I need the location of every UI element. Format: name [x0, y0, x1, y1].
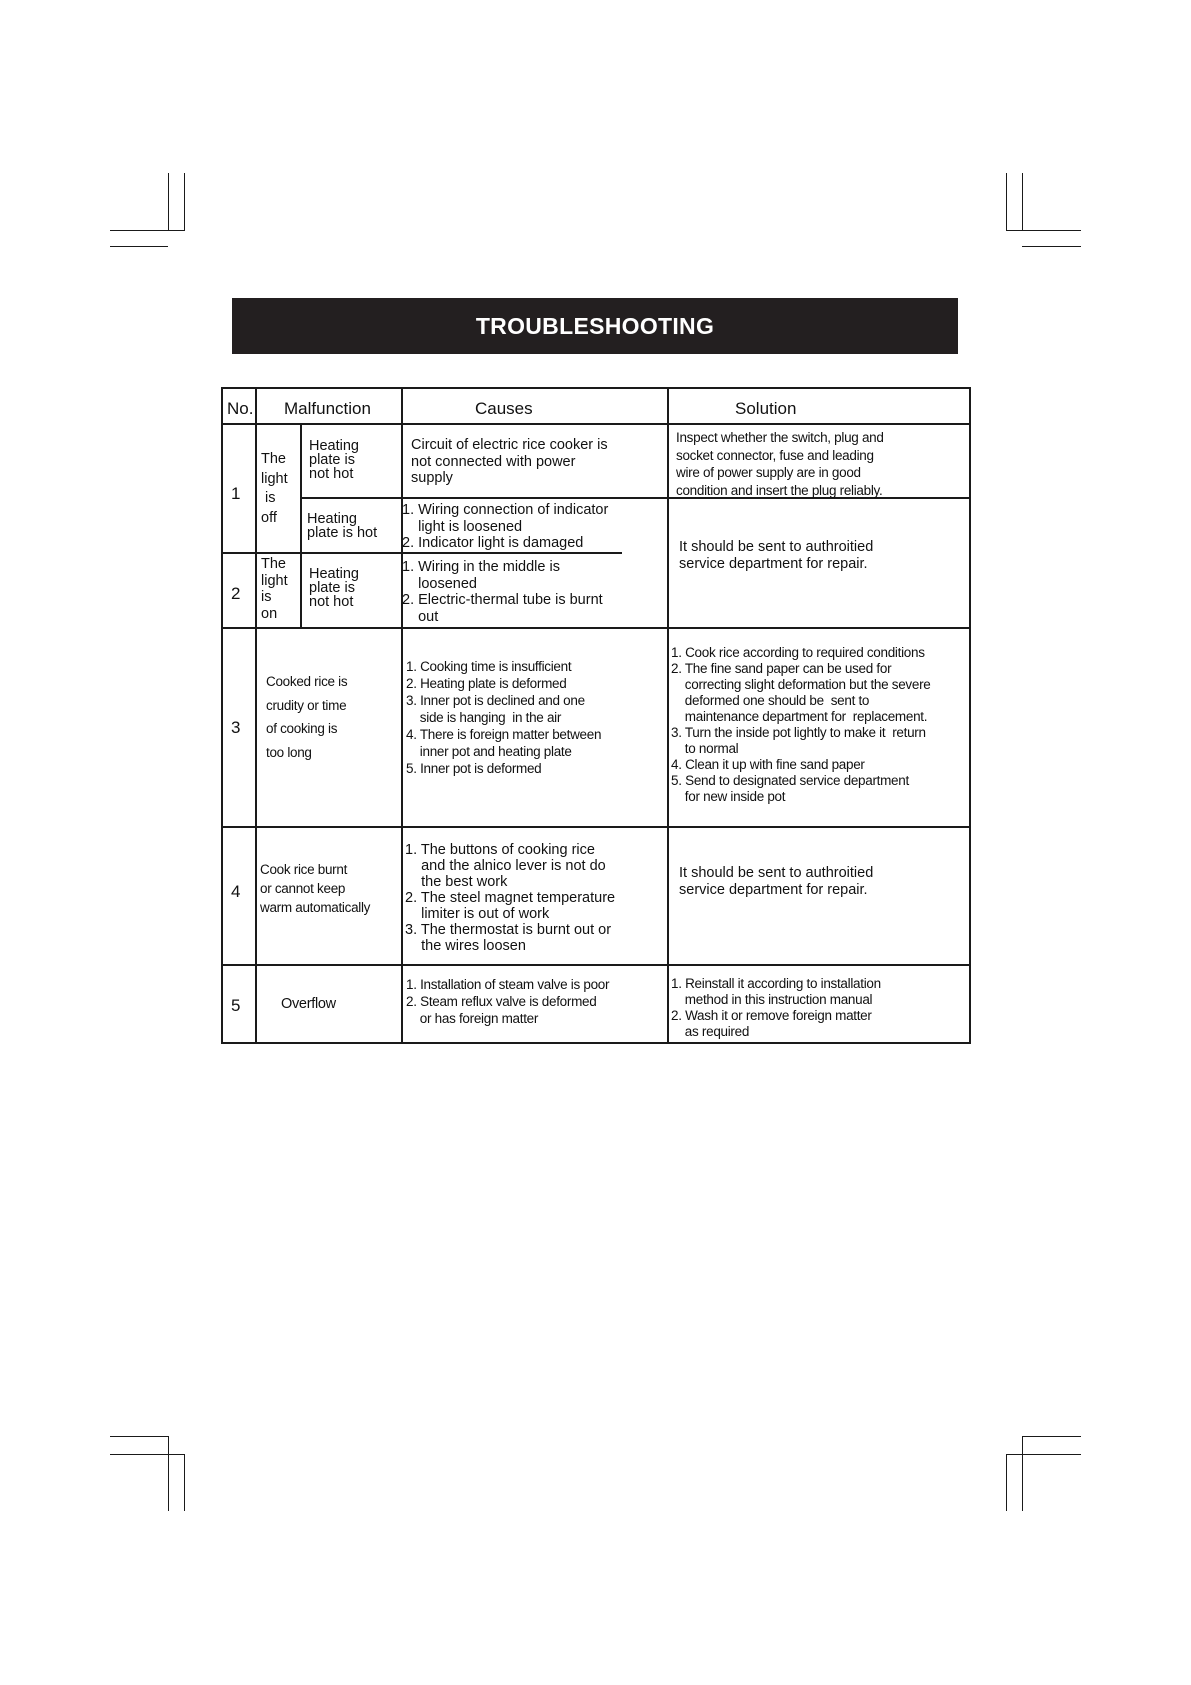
crop-mark	[110, 230, 185, 231]
table-border	[221, 1042, 971, 1044]
malfunction-cell: The light is on	[261, 556, 288, 622]
row-number: 2	[231, 584, 241, 603]
crop-mark	[1022, 1436, 1023, 1511]
title-banner	[232, 298, 958, 354]
table-divider	[255, 387, 257, 1044]
table-divider	[667, 387, 669, 1044]
crop-mark	[168, 1436, 169, 1511]
table-divider	[221, 627, 971, 629]
crop-mark	[184, 1454, 185, 1511]
crop-mark	[1006, 1454, 1007, 1511]
solution-cell: It should be sent to authroitied service department for repair.	[679, 539, 874, 572]
header-no: No.	[227, 399, 254, 418]
crop-mark	[1006, 230, 1081, 231]
table-divider	[300, 424, 302, 628]
malfunction-cell: The light is off	[261, 451, 288, 526]
causes-cell: 1. Wiring in the middle is loosened 2. Electric-thermal tube is burnt out	[402, 559, 603, 625]
header-malfunction: Malfunction	[284, 399, 371, 418]
table-divider	[221, 423, 971, 425]
causes-cell: 1. Cooking time is insufficient 2. Heating plate is deformed 3. Inner pot is declined and one side is hanging in the air 4. There is foreign matter between inner pot and heating plate 5. Inner pot is deformed	[406, 659, 602, 776]
row-number: 1	[231, 484, 241, 503]
row-number: 3	[231, 718, 241, 737]
condition-cell: Heating plate is not hot	[309, 566, 359, 610]
table-divider	[221, 826, 971, 828]
solution-cell: It should be sent to authroitied service department for repair.	[679, 865, 874, 898]
row-number: 5	[231, 996, 241, 1015]
solution-cell: 1. Cook rice according to required conditions 2. The fine sand paper can be used for correcting slight deformation but the severe deformed one should be sent to maintenance department for replacement. 3. Turn the inside pot lightly to make it return to normal 4. Clean it up with fine sand paper 5. Send to designated service department for new inside pot	[671, 645, 931, 804]
page-title: TROUBLESHOOTING	[475, 312, 715, 339]
causes-cell: 1. The buttons of cooking rice and the alnico lever is not do the best work 2. The steel magnet temperature limiter is out of work 3. The thermostat is burnt out or the wires loosen	[405, 842, 616, 954]
crop-mark	[1022, 246, 1081, 247]
solution-cell: 1. Reinstall it according to installation method in this instruction manual 2. Wash it or remove foreign matter as required	[671, 976, 881, 1039]
causes-cell: Circuit of electric rice cooker is not connected with power supply	[411, 437, 608, 486]
crop-mark	[1022, 1436, 1081, 1437]
malfunction-cell: Overflow	[281, 996, 336, 1012]
table-divider	[401, 387, 403, 1044]
causes-cell: 1. Installation of steam valve is poor 2. Steam reflux valve is deformed or has foreign matter	[406, 977, 610, 1026]
crop-mark	[168, 173, 169, 230]
table-border	[221, 387, 971, 389]
crop-mark	[110, 1436, 168, 1437]
malfunction-cell: Cooked rice is crudity or time of cooking is too long	[266, 674, 348, 760]
row-number: 4	[231, 882, 241, 901]
condition-cell: Heating plate is hot	[307, 511, 378, 541]
header-solution: Solution	[735, 399, 797, 418]
malfunction-cell: Cook rice burnt or cannot keep warm automatically	[260, 862, 371, 915]
troubleshooting-table	[221, 387, 971, 1044]
header-causes: Causes	[475, 399, 533, 418]
solution-cell: Inspect whether the switch, plug and socket connector, fuse and leading wire of power supply are in good condition and insert the plug reliably.	[676, 430, 884, 498]
crop-mark	[1006, 1454, 1081, 1455]
table-divider	[221, 964, 971, 966]
crop-mark	[1006, 173, 1007, 230]
table-divider	[221, 552, 622, 554]
table-border	[969, 387, 971, 1044]
condition-cell: Heating plate is not hot	[309, 438, 359, 482]
crop-mark	[110, 1454, 185, 1455]
table-border	[221, 387, 223, 1044]
crop-mark	[184, 173, 185, 230]
crop-mark	[1022, 173, 1023, 230]
crop-mark	[110, 246, 168, 247]
causes-cell: 1. Wiring connection of indicator light is loosened 2. Indicator light is damaged	[402, 502, 609, 551]
